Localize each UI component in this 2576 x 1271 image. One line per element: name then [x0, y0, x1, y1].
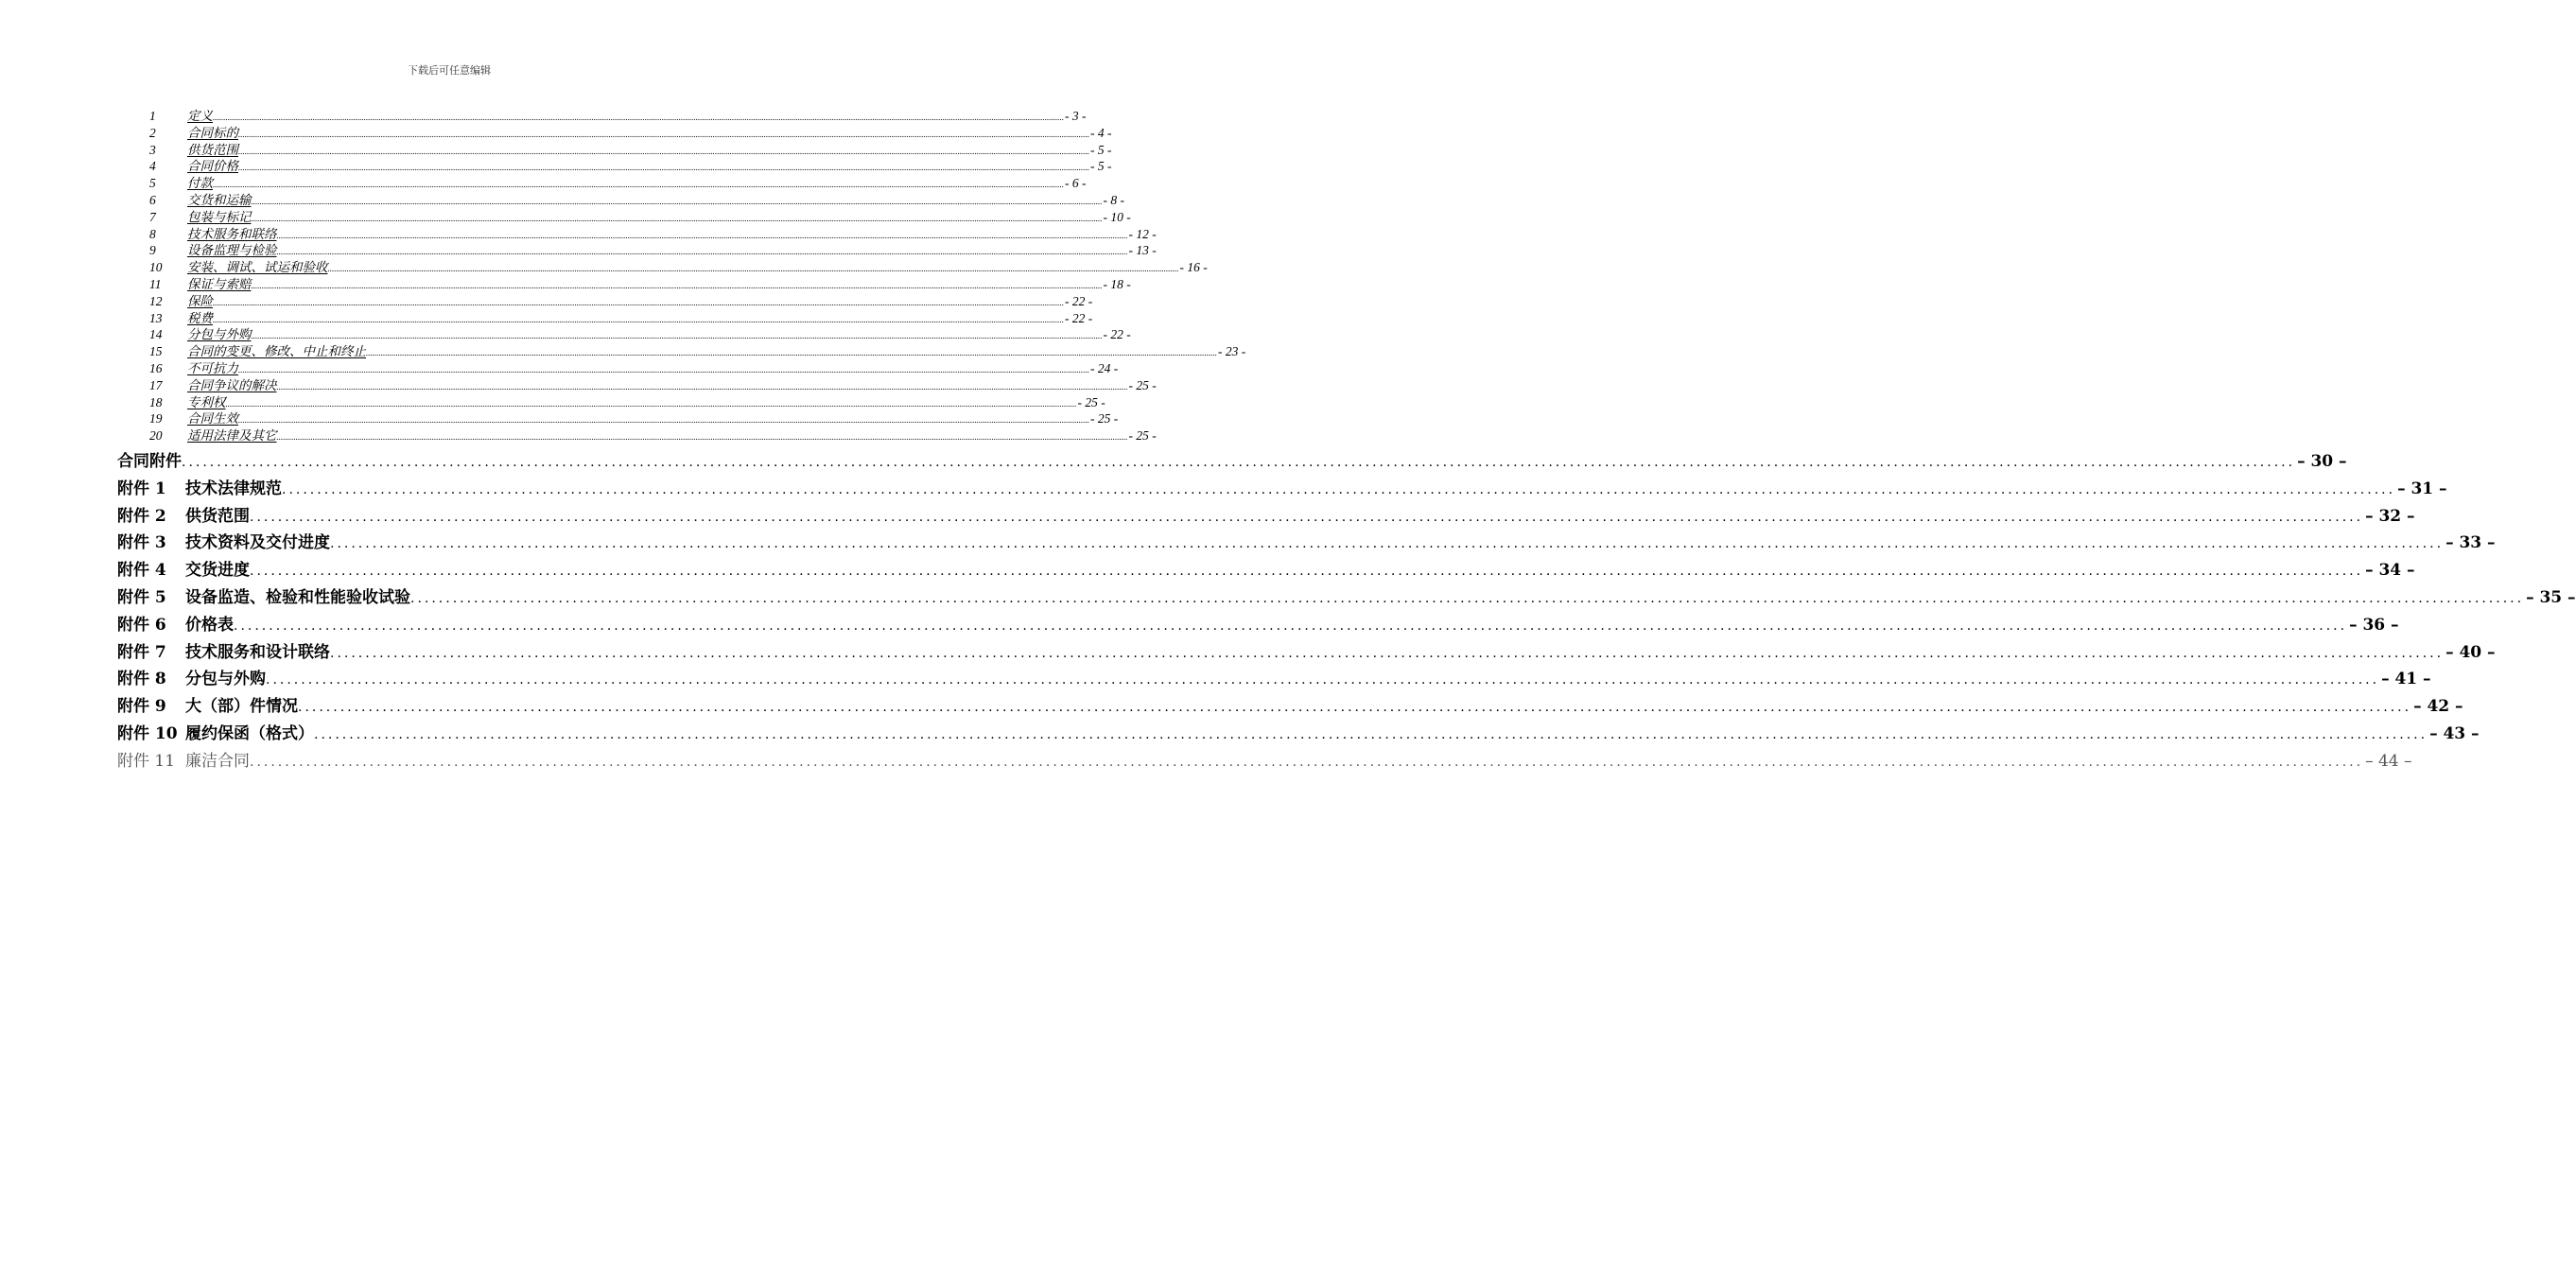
attachment-label[interactable]	[117, 639, 330, 667]
toc-leader-dots: ................................................................................................................................................................................................................................................................................................................................................................................................................	[276, 432, 1128, 443]
attachment-title: 设备监造、检验和性能验收试验	[185, 587, 410, 607]
attachment-page: – 34 –	[2365, 561, 2415, 581]
toc-entry[interactable]	[149, 209, 1131, 226]
toc-entry[interactable]	[149, 360, 1119, 377]
toc-leader-dots: ................................................................................................................................................................................................................................................................................................................................................................................................................	[225, 398, 1077, 409]
toc-leader-dots: ................................................................................................................................................................................................................................................................................................................................................................................................................	[276, 381, 1128, 392]
toc-entry-page: - 22 -	[1103, 327, 1131, 342]
toc-entry-page: - 4 -	[1090, 125, 1112, 140]
toc-entry[interactable]	[149, 377, 1157, 394]
toc-entry-page: - 13 -	[1128, 243, 1157, 258]
attachment-page: – 35 –	[2526, 587, 2576, 607]
toc-entry-page: - 18 -	[1103, 276, 1131, 291]
attachment-page: – 36 –	[2349, 615, 2399, 635]
toc-leader-dots: ................................................................................................................................................................................................................................................................................................................................................................................................................	[276, 247, 1128, 257]
toc-leader-dots: ............................................................................................................................................................................................................................................................................................................	[298, 700, 2412, 716]
attachment-page: – 43 –	[2429, 723, 2480, 743]
toc-entry-page: - 22 -	[1065, 310, 1093, 325]
attachment-page: – 31 –	[2397, 479, 2447, 498]
toc-entry[interactable]	[149, 226, 1157, 243]
toc-entry-title[interactable]: 合同标的	[187, 125, 238, 140]
toc-entry-page: - 23 -	[1218, 344, 1246, 359]
toc-entry[interactable]	[149, 158, 1112, 175]
toc-entry-page: - 3 -	[1065, 109, 1087, 123]
page-header-note: 下载后可任意编辑	[408, 64, 491, 77]
toc-leader-dots: ................................................................................................................................................................................................................................................................................................................................................................................................................	[238, 364, 1089, 374]
toc-entry-number: 1	[149, 109, 156, 123]
toc-entry-number: 9	[149, 243, 156, 258]
toc-leader-dots: ................................................................................................................................................................................................................................................................................................................................................................................................................	[238, 415, 1089, 426]
toc-entry-number: 18	[149, 394, 163, 409]
toc-leader-dots: ................................................................................................................................................................................................................................................................................................................................................................................................................	[251, 280, 1103, 290]
attachment-page: – 40 –	[2445, 642, 2496, 662]
attachment-entry[interactable]	[117, 639, 2496, 667]
toc-entry-title[interactable]: 合同价格	[187, 159, 238, 174]
attachment-label[interactable]	[117, 530, 330, 557]
attachment-label[interactable]	[117, 666, 266, 693]
toc-entry-number: 11	[149, 276, 162, 291]
toc-entry-page: - 22 -	[1065, 293, 1093, 308]
toc-entry[interactable]	[149, 192, 1124, 209]
attachment-title: 交货进度	[185, 561, 250, 581]
toc-leader-dots: ............................................................................................................................................................................................................................................................................................................	[282, 481, 2396, 497]
attachment-title: 技术资料及交付进度	[185, 533, 330, 553]
toc-leader-dots: ............................................................................................................................................................................................................................................................................................................	[250, 754, 2364, 770]
attachment-page: – 44 –	[2365, 751, 2412, 771]
toc-entry-number: 3	[149, 142, 156, 157]
toc-leader-dots: ............................................................................................................................................................................................................................................................................................................	[182, 455, 2296, 470]
attachment-title: 供货范围	[185, 506, 250, 526]
toc-entry-page: - 25 -	[1090, 411, 1119, 427]
toc-leader-dots: ................................................................................................................................................................................................................................................................................................................................................................................................................	[251, 213, 1103, 223]
toc-entry-page: - 8 -	[1103, 192, 1124, 207]
toc-leader-dots: ................................................................................................................................................................................................................................................................................................................................................................................................................	[213, 314, 1064, 324]
attachment-label[interactable]	[117, 557, 250, 584]
attachment-page: – 42 –	[2413, 697, 2463, 717]
toc-entry-number: 20	[149, 428, 163, 444]
toc-entry-number: 12	[149, 293, 163, 308]
attachment-entry[interactable]	[117, 612, 2399, 639]
attachment-label[interactable]	[117, 721, 314, 748]
toc-entry-title[interactable]: 合同争议的解决	[187, 377, 277, 392]
attachment-title: 大（部）件情况	[185, 697, 298, 717]
attachment-number: 附件 2	[117, 506, 166, 526]
toc-entry-page: - 25 -	[1128, 377, 1157, 392]
toc-entry-title[interactable]: 分包与外购	[187, 327, 252, 342]
attachment-title: 廉洁合同	[185, 751, 250, 771]
toc-leader-dots: ................................................................................................................................................................................................................................................................................................................................................................................................................	[238, 163, 1089, 173]
attachment-page: – 41 –	[2381, 670, 2431, 689]
attachment-number: 附件 6	[117, 615, 166, 635]
toc-entry[interactable]	[149, 142, 1112, 159]
toc-leader-dots: ............................................................................................................................................................................................................................................................................................................	[330, 645, 2445, 661]
attachment-entry[interactable]	[117, 530, 2496, 557]
toc-leader-dots: ................................................................................................................................................................................................................................................................................................................................................................................................................	[238, 129, 1089, 139]
toc-entry-page: - 5 -	[1090, 142, 1112, 157]
toc-leader-dots: ................................................................................................................................................................................................................................................................................................................................................................................................................	[251, 331, 1103, 341]
attachment-number: 附件 8	[117, 670, 166, 689]
toc-entry-number: 4	[149, 159, 156, 174]
toc-entry-title[interactable]: 包装与标记	[187, 209, 252, 224]
toc-entry-title[interactable]: 保险	[187, 293, 213, 308]
toc-leader-dots: ............................................................................................................................................................................................................................................................................................................	[234, 618, 2348, 634]
toc-entry-page: - 25 -	[1077, 394, 1105, 409]
attachment-entry[interactable]	[117, 693, 2463, 721]
toc-entry[interactable]	[149, 394, 1105, 411]
attachment-page: – 30 –	[2297, 452, 2347, 471]
toc-entry-title[interactable]: 供货范围	[187, 142, 238, 157]
attachment-entry[interactable]	[117, 448, 2347, 476]
toc-entry-title[interactable]: 交货和运输	[187, 192, 252, 207]
attachment-label[interactable]	[117, 584, 410, 612]
toc-entry[interactable]	[149, 259, 1208, 276]
toc-entry[interactable]	[149, 242, 1157, 259]
toc-leader-dots: ................................................................................................................................................................................................................................................................................................................................................................................................................	[213, 297, 1064, 307]
toc-entry-number: 2	[149, 125, 156, 140]
toc-entry-page: - 5 -	[1090, 159, 1112, 174]
toc-entry[interactable]	[149, 293, 1093, 310]
toc-entry-page: - 12 -	[1128, 226, 1157, 241]
toc-main-clauses	[149, 108, 1246, 444]
toc-leader-dots: ............................................................................................................................................................................................................................................................................................................	[250, 509, 2364, 525]
attachment-number: 附件 3	[117, 533, 166, 553]
attachment-entry[interactable]	[117, 557, 2415, 584]
attachment-label[interactable]	[117, 476, 282, 503]
toc-leader-dots: ............................................................................................................................................................................................................................................................................................................	[266, 672, 2380, 688]
toc-leader-dots: ................................................................................................................................................................................................................................................................................................................................................................................................................	[213, 113, 1064, 122]
attachment-label[interactable]	[117, 448, 182, 476]
toc-leader-dots: ................................................................................................................................................................................................................................................................................................................................................................................................................	[213, 180, 1064, 190]
toc-leader-dots: ................................................................................................................................................................................................................................................................................................................................................................................................................	[238, 146, 1089, 156]
toc-entry-page: - 6 -	[1065, 176, 1087, 191]
toc-entry[interactable]	[149, 343, 1246, 360]
toc-entry[interactable]	[149, 326, 1131, 343]
attachment-label[interactable]	[117, 612, 234, 639]
toc-entry[interactable]	[149, 125, 1112, 142]
toc-entry-number: 14	[149, 327, 163, 342]
toc-leader-dots: ................................................................................................................................................................................................................................................................................................................................................................................................................	[251, 196, 1103, 206]
attachment-number: 附件 10	[117, 723, 178, 743]
toc-entry-number: 13	[149, 310, 163, 325]
toc-entry-number: 8	[149, 226, 156, 241]
attachment-label[interactable]	[117, 693, 298, 721]
attachment-number: 附件 7	[117, 642, 166, 662]
attachment-page: – 33 –	[2445, 533, 2496, 553]
toc-leader-dots: ............................................................................................................................................................................................................................................................................................................	[410, 590, 2525, 606]
toc-entry-title[interactable]: 适用法律及其它	[187, 428, 277, 444]
toc-entry-page: - 24 -	[1090, 360, 1119, 375]
toc-entry-number: 7	[149, 209, 156, 224]
toc-entry-number: 10	[149, 260, 163, 275]
toc-leader-dots: ................................................................................................................................................................................................................................................................................................................................................................................................................	[327, 264, 1179, 274]
attachment-number: 附件 5	[117, 587, 166, 607]
toc-entry-title[interactable]: 技术服务和联络	[187, 226, 277, 241]
toc-leader-dots: ................................................................................................................................................................................................................................................................................................................................................................................................................	[276, 230, 1128, 240]
toc-entry-title[interactable]: 税费	[187, 310, 213, 325]
toc-entry-page: - 25 -	[1128, 428, 1157, 444]
toc-entry-number: 16	[149, 360, 163, 375]
toc-attachments	[117, 448, 2576, 775]
attachment-title: 技术法律规范	[185, 479, 282, 498]
attachment-page: – 32 –	[2365, 506, 2415, 526]
attachment-title: 履约保函（格式）	[185, 723, 314, 743]
attachment-entry[interactable]	[117, 503, 2415, 531]
toc-leader-dots: ............................................................................................................................................................................................................................................................................................................	[314, 726, 2428, 742]
attachment-title: 合同附件	[117, 452, 182, 471]
toc-entry-title[interactable]: 合同生效	[187, 411, 238, 427]
toc-entry-number: 5	[149, 176, 156, 191]
toc-entry-title[interactable]: 不可抗力	[187, 360, 238, 375]
attachment-number: 附件 4	[117, 561, 166, 581]
toc-entry-number: 17	[149, 377, 163, 392]
attachment-number: 附件 11	[117, 751, 176, 771]
toc-leader-dots: ............................................................................................................................................................................................................................................................................................................	[330, 536, 2445, 552]
toc-entry-title[interactable]: 合同的变更、修改、中止和终止	[187, 344, 366, 359]
attachment-title: 价格表	[185, 615, 234, 635]
attachment-entry[interactable]	[117, 584, 2576, 612]
attachment-entry[interactable]	[117, 748, 2412, 775]
attachment-number: 附件 9	[117, 697, 166, 717]
toc-entry-title[interactable]: 付款	[187, 176, 213, 191]
attachment-entry[interactable]	[117, 476, 2447, 503]
toc-entry-title[interactable]: 保证与索赔	[187, 276, 252, 291]
attachment-label[interactable]	[117, 748, 250, 775]
toc-entry-title[interactable]: 专利权	[187, 394, 226, 409]
toc-entry-title[interactable]: 设备监理与检验	[187, 243, 277, 258]
attachment-number: 附件 1	[117, 479, 166, 498]
toc-entry-number: 15	[149, 344, 163, 359]
toc-entry-page: - 10 -	[1103, 209, 1131, 224]
toc-entry[interactable]	[149, 427, 1157, 444]
attachment-label[interactable]	[117, 503, 250, 531]
toc-entry[interactable]	[149, 175, 1087, 192]
attachment-title: 分包与外购	[185, 670, 266, 689]
toc-entry[interactable]	[149, 276, 1131, 293]
attachment-entry[interactable]	[117, 666, 2431, 693]
toc-entry-page: - 16 -	[1179, 260, 1208, 275]
toc-entry[interactable]	[149, 410, 1119, 427]
toc-entry[interactable]	[149, 310, 1093, 327]
toc-entry[interactable]	[149, 108, 1087, 125]
attachment-entry[interactable]	[117, 721, 2480, 748]
toc-entry-title[interactable]: 定义	[187, 109, 213, 123]
toc-leader-dots: ................................................................................................................................................................................................................................................................................................................................................................................................................	[366, 348, 1217, 358]
attachment-title: 技术服务和设计联络	[185, 642, 330, 662]
toc-leader-dots: ............................................................................................................................................................................................................................................................................................................	[250, 564, 2364, 580]
toc-entry-number: 19	[149, 411, 163, 427]
toc-entry-title[interactable]: 安装、调试、试运和验收	[187, 260, 328, 275]
toc-entry-number: 6	[149, 192, 156, 207]
